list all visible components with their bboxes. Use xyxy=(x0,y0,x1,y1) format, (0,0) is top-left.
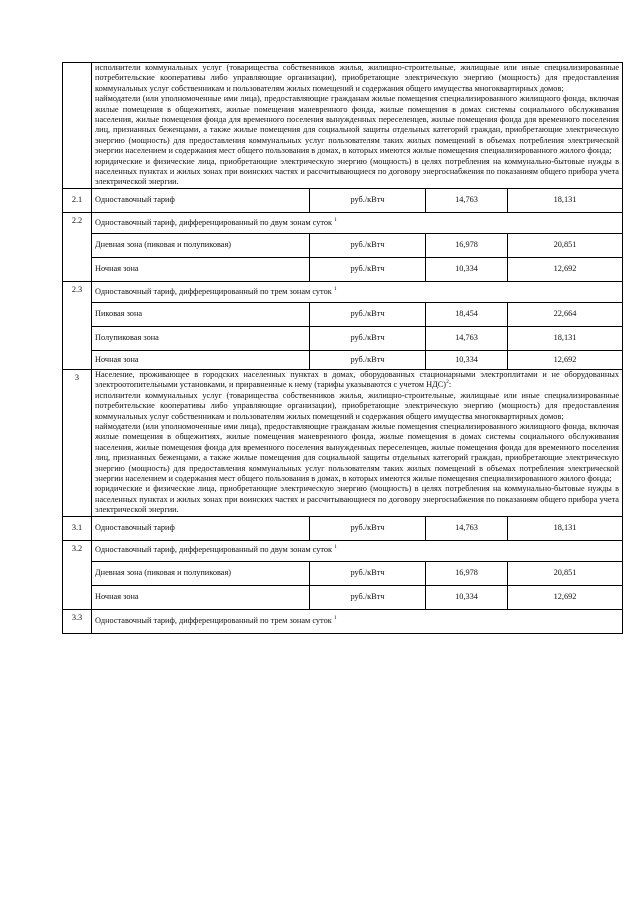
footnote-mark: 2 xyxy=(446,379,449,386)
tariff-table xyxy=(62,62,623,634)
zone-label: Пиковая зона xyxy=(92,302,310,326)
tariff-label: Одноставочный тариф xyxy=(92,188,310,212)
table-row xyxy=(63,585,623,609)
unit-cell: руб./кВтч xyxy=(310,585,426,609)
table-row xyxy=(63,257,623,281)
consumer-description xyxy=(92,63,623,189)
value-cell: 12,692 xyxy=(508,257,623,281)
footnote-mark: 1 xyxy=(334,216,337,223)
unit-cell: руб./кВтч xyxy=(310,350,426,369)
consumer-description xyxy=(92,369,623,516)
value-cell: 18,131 xyxy=(508,188,623,212)
value-cell: 14,763 xyxy=(426,516,508,540)
row-number: 2.2 xyxy=(63,212,92,281)
footnote-mark: 1 xyxy=(333,285,337,292)
footnote-mark: 1 xyxy=(333,614,337,621)
unit-cell: руб./кВтч xyxy=(310,257,426,281)
table-row xyxy=(63,350,623,369)
tariff-label-text: Одноставочный тариф, дифференцированный по двум зонам суток xyxy=(95,545,333,555)
value-cell: 16,978 xyxy=(426,561,508,585)
table-row xyxy=(63,302,623,326)
table-row xyxy=(63,233,623,257)
row-number: 2.1 xyxy=(63,188,92,212)
value-cell: 14,763 xyxy=(426,188,508,212)
description-paragraph: юридические и физические лица, приобретающие электрическую энергию (мощность) в целях потребления на коммунально-бытовые нужды в населенных пунктах и жилых зонах при воинских частях и рассчитывающиеся по договору энергоснабжения по показаниям общего прибора учета электрической энергии. xyxy=(95,484,619,515)
value-cell: 20,851 xyxy=(508,561,623,585)
value-cell: 20,851 xyxy=(508,233,623,257)
row-number: 3.1 xyxy=(63,516,92,540)
table-row xyxy=(63,561,623,585)
value-cell: 18,131 xyxy=(508,516,623,540)
unit-cell: руб./кВтч xyxy=(310,326,426,350)
unit-cell: руб./кВтч xyxy=(310,561,426,585)
table-row xyxy=(63,540,623,561)
tariff-label xyxy=(92,281,623,302)
zone-label: Ночная зона xyxy=(92,350,310,369)
tariff-label xyxy=(92,212,623,233)
description-paragraph: наймодатели (или уполномоченные ими лица), предоставляющие гражданам жилые помещения специализированного жилищного фонда, включая жилые помещения в общежитиях, жилые помещения маневренного фонда, жилые помещения в домах системы социального обслуживания населения, жилые помещения фонда для временного поселения вынужденных переселенцев, жилые помещения фонда для временного поселения лиц, признанных беженцами, а также жилые помещения для социальной защиты отдельных категорий граждан, приобретающие электрическую энергию (мощность) для предоставления коммунальных услуг пользователям таких жилых помещений в объемах потребления электрической энергии населением и содержания мест общего пользования в домах, в которых имеются жилые помещения специализированного жилого фонда; xyxy=(95,421,619,483)
unit-cell: руб./кВтч xyxy=(310,516,426,540)
zone-label: Полупиковая зона xyxy=(92,326,310,350)
zone-label: Дневная зона (пиковая и полупиковая) xyxy=(92,561,310,585)
tariff-label: Одноставочный тариф xyxy=(92,516,310,540)
value-cell: 10,334 xyxy=(426,350,508,369)
value-cell: 12,692 xyxy=(508,350,623,369)
value-cell: 10,334 xyxy=(426,585,508,609)
table-row xyxy=(63,326,623,350)
table-row xyxy=(63,516,623,540)
unit-cell: руб./кВтч xyxy=(310,233,426,257)
description-paragraph: юридические и физические лица, приобретающие электрическую энергию (мощность) в целях потребления на коммунально-бытовые нужды в населенных пунктах и жилых зонах при воинских частях и рассчитывающиеся по договору энергоснабжения по показаниям общего прибора учета электрической энергии. xyxy=(95,156,619,187)
description-paragraph: наймодатели (или уполномоченные ими лица), предоставляющие гражданам жилые помещения специализированного жилищного фонда, включая жилые помещения в общежитиях, жилые помещения маневренного фонда, жилые помещения в домах системы социального обслуживания населения, жилые помещения фонда для временного поселения вынужденных переселенцев, жилые помещения фонда для временного поселения лиц, признанных беженцами, а также жилые помещения для социальной защиты отдельных категорий граждан, приобретающие электрическую энергию (мощность) для предоставления коммунальных услуг пользователям таких жилых помещений в объемах потребления электрической энергии населением и содержания мест общего пользования в домах, в которых имеются жилые помещения специализированного жилого фонда; xyxy=(95,94,619,156)
tariff-label-text: Одноставочный тариф, дифференцированный по трем зонам суток xyxy=(95,286,332,296)
tariff-label-text: Одноставочный тариф, дифференцированный по двум зонам суток xyxy=(95,217,333,227)
intro-end: : xyxy=(448,380,452,390)
table-row xyxy=(63,609,623,633)
table-row xyxy=(63,369,623,516)
value-cell: 10,334 xyxy=(426,257,508,281)
tariff-label xyxy=(92,540,623,561)
description-paragraph: исполнители коммунальных услуг (товарищества собственников жилья, жилищно-строительные, жилищные или иные специализированные потребительские кооперативы либо управляющие организации), приобретающие электрическую энергию (мощность) для предоставления коммунальных услуг собственникам и пользователям жилых помещений и содержания общего имущества многоквартирных домов; xyxy=(95,390,619,421)
value-cell: 18,131 xyxy=(508,326,623,350)
value-cell: 18,454 xyxy=(426,302,508,326)
description-intro xyxy=(95,370,619,391)
row-number: 3.3 xyxy=(63,609,92,633)
intro-text: Население, проживающее в городских населенных пунктах в домах, оборудованных стационарными электроплитами и не оборудованных электроотопительными установками, и приравненные к нему (тарифы указываются с учетом НДС) xyxy=(95,369,619,390)
tariff-label-text: Одноставочный тариф, дифференцированный по трем зонам суток xyxy=(95,615,332,625)
tariff-label xyxy=(92,609,623,633)
zone-label: Ночная зона xyxy=(92,257,310,281)
table-row xyxy=(63,281,623,302)
table-row xyxy=(63,212,623,233)
zone-label: Дневная зона (пиковая и полупиковая) xyxy=(92,233,310,257)
unit-cell: руб./кВтч xyxy=(310,302,426,326)
row-number: 3.2 xyxy=(63,540,92,609)
value-cell: 14,763 xyxy=(426,326,508,350)
row-number xyxy=(63,63,92,189)
table-row xyxy=(63,63,623,189)
description-paragraph: исполнители коммунальных услуг (товарищества собственников жилья, жилищно-строительные, жилищные или иные специализированные потребительские кооперативы либо управляющие организации), приобретающие электрическую энергию (мощность) для предоставления коммунальных услуг собственникам и пользователям жилых помещений и содержания общего имущества многоквартирных домов; xyxy=(95,63,619,93)
zone-label: Ночная зона xyxy=(92,585,310,609)
value-cell: 12,692 xyxy=(508,585,623,609)
value-cell: 22,664 xyxy=(508,302,623,326)
unit-cell: руб./кВтч xyxy=(310,188,426,212)
row-number: 3 xyxy=(63,369,92,516)
row-number: 2.3 xyxy=(63,281,92,369)
footnote-mark: 1 xyxy=(334,544,337,551)
value-cell: 16,978 xyxy=(426,233,508,257)
table-row xyxy=(63,188,623,212)
